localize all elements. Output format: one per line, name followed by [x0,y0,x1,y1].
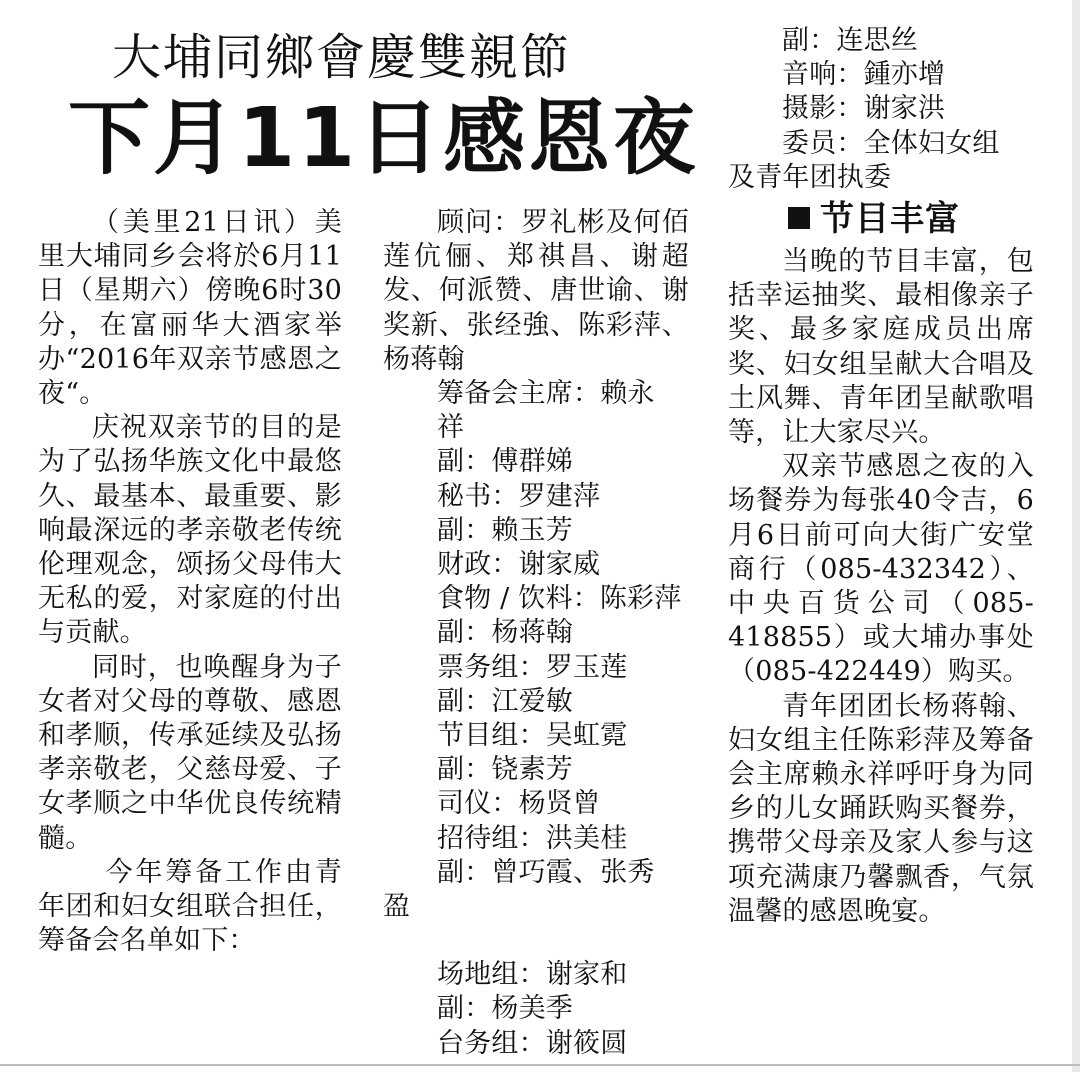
headline-main: 下月11日感恩夜 [68,91,699,186]
committee-member: 招待组：洪美桂 [437,822,628,854]
paragraph-program: 当晚的节目丰富，包括幸运抽奖、最相像亲子奖、最多家庭成员出席奖、妇女组呈献大合唱及土风舞、青年团呈献歌唱等，让大家尽兴。 [728,246,1034,449]
square-bullet-icon [788,207,810,229]
paragraph-purpose: 庆祝双亲节的目的是为了弘扬华族文化中最悠久、最基本、最重要、影响最深远的孝亲敬老传统伦理观念，颂扬父母伟大无私的爱，对家庭的付出与贡献。 [38,412,342,649]
bottom-rule [0,1064,1080,1066]
committee-chair-continued: 祥 [437,412,465,444]
paragraph-intro: （美里21日讯）美里大埔同乡会将於6月11日（星期六）傍晚6时30分，在富丽华大酒家举办“2016年双亲节感恩之夜“。 [38,207,342,410]
committee-member: 票务组：罗玉莲 [437,651,628,683]
committee-member: 司仪：杨贤曾 [437,788,601,820]
committee-member: 副：杨蒋翰 [437,617,573,649]
paragraph-committee-intro: 今年筹备工作由青年团和妇女组联合担任，筹备会名单如下： [38,856,342,957]
committee-member: 副：赖玉芳 [437,514,573,546]
article-column-2 [383,206,689,1061]
paragraph-awareness: 同时，也唤醒身为子女者对父母的尊敬、感恩和孝顺，传承延续及弘扬孝亲敬老，父慈母爱、子女孝顺之中华优良传统精髓。 [38,651,342,854]
headline-kicker: 大埔同鄉會慶雙親節 [112,29,572,86]
spacer [383,924,689,958]
committee-members-general: 委员：全体妇女组 [782,127,1000,159]
committee-member: 摄影：谢家洪 [782,93,946,125]
committee-member: 副：连思丝 [782,25,918,56]
page-edge [1072,0,1080,1072]
committee-member: 节目组：吴虹霓 [437,720,628,752]
article-column-3 [728,24,1034,929]
section-subhead-text: 节目丰富 [820,199,960,240]
committee-chair-text: 筹备会主席：赖永 [437,378,655,410]
article-column-1 [38,206,342,958]
committee-member: 副：傅群娣 [437,446,573,478]
committee-member-deputy-hospitality [383,856,689,890]
committee-members-general-continued: 及青年团执委 [728,161,892,193]
committee-member: 场地组：谢家和 [437,959,628,991]
deputy-hospitality-text: 副：曾巧霞、张秀 [437,856,655,888]
section-subhead [728,199,1034,240]
committee-member: 音响：鍾亦增 [782,59,946,91]
committee-member: 财政：谢家威 [437,549,601,581]
committee-member: 副：杨美季 [437,993,573,1025]
committee-member: 食物 / 饮料：陈彩萍 [437,583,682,615]
committee-member: 秘书：罗建萍 [437,480,601,512]
committee-member: 副：铙素芳 [437,754,573,786]
paragraph-appeal: 青年团团长杨蒋翰、妇女组主任陈彩萍及筹备会主席赖永祥呼吁身为同乡的儿女踊跃购买餐券，携带父母亲及家人参与这项充满康乃馨飘香，气氛温馨的感恩晚宴。 [728,690,1034,927]
committee-chair [383,377,689,445]
advisors-list: 顾问：罗礼彬及何佰莲伉俪、郑祺昌、谢超发、何派赞、唐世谕、谢奖新、张经強、陈彩萍、杨蒋翰 [383,207,689,375]
committee-member: 副：江爱敏 [437,685,573,717]
deputy-hospitality-continued: 盈 [383,891,411,923]
paragraph-tickets: 双亲节感恩之夜的入场餐券为每张40令吉，6月6日前可向大街广安堂商行（085-432342）、中央百货公司（085-418855）或大埔办事处（085-422449）购买。 [728,451,1034,688]
committee-member: 台务组：谢筱圆 [437,1027,628,1059]
